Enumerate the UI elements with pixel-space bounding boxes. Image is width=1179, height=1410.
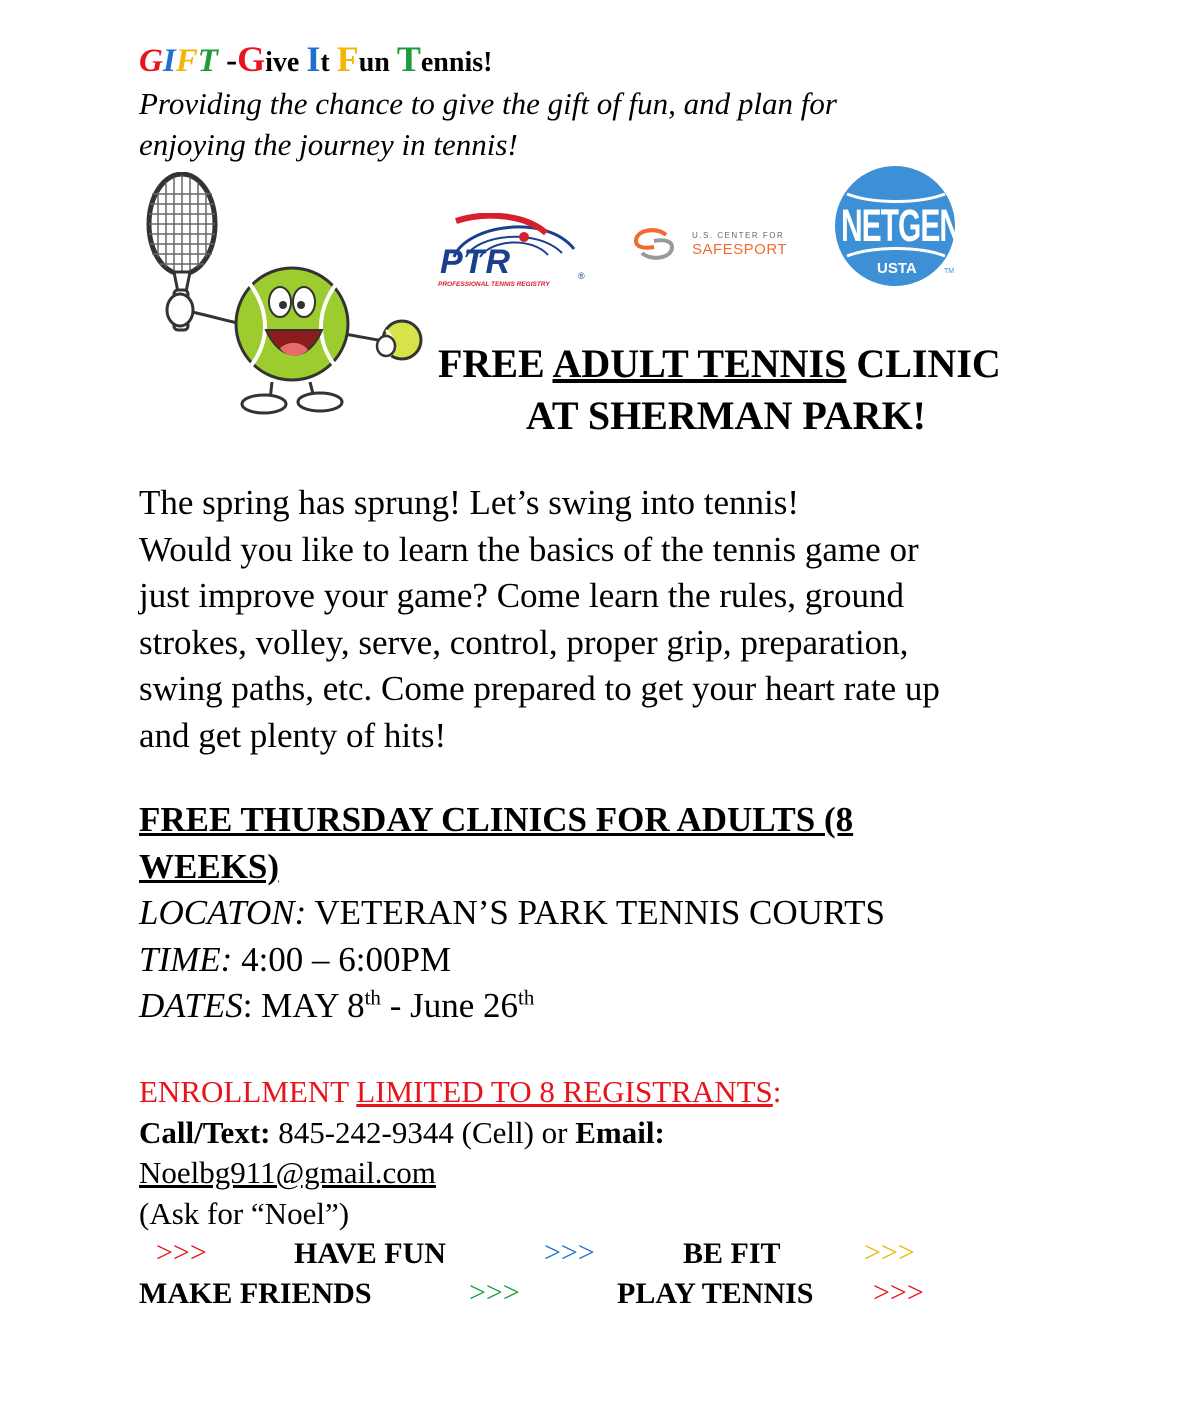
title-rest-give: ive <box>265 47 307 78</box>
enrollment-row <box>139 1072 781 1113</box>
page-title <box>139 38 492 80</box>
arrows-green: >>> <box>469 1276 520 1309</box>
dates-end-suffix: th <box>518 985 535 1010</box>
ptr-subtitle: PROFESSIONAL TENNIS REGISTRY <box>438 281 550 288</box>
arrows-red-2: >>> <box>873 1276 924 1309</box>
call-label: Call/Text: <box>139 1114 271 1150</box>
clinic-heading-line-1: FREE THURSDAY CLINICS FOR ADULTS (8 <box>139 800 854 839</box>
slogan-play-tennis: PLAY TENNIS <box>617 1277 814 1310</box>
location-row <box>139 890 885 937</box>
arrows-yellow: >>> <box>864 1236 915 1269</box>
call-value: 845-242-9344 (Cell) or <box>270 1114 576 1150</box>
location-label: LOCATON: <box>139 893 307 932</box>
ask-for-noel: (Ask for “Noel”) <box>139 1195 350 1231</box>
arrows-blue: >>> <box>544 1236 595 1269</box>
location-value: VETERAN’S PARK TENNIS COURTS <box>306 893 886 932</box>
title-dash: - <box>217 43 238 79</box>
clinic-heading-line-2: WEEKS) <box>139 846 280 886</box>
email-label: Email: <box>575 1114 665 1150</box>
title-rest-it: t <box>320 47 337 78</box>
tennis-ball-mascot-illustration <box>140 172 430 420</box>
time-row <box>139 937 885 984</box>
intro-line: strokes, volley, serve, control, proper grip, preparation, <box>139 622 909 662</box>
slogan-have-fun: HAVE FUN <box>294 1237 446 1270</box>
intro-line: Would you like to learn the basics of the tennis game or <box>139 529 919 569</box>
title-rest-fun: un <box>358 47 397 78</box>
contact-row <box>139 1113 781 1154</box>
slogan-make-friends: MAKE FRIENDS <box>139 1277 372 1310</box>
headline-free: FREE <box>438 341 553 386</box>
racket-icon <box>149 174 215 330</box>
title-cap-i: I <box>306 39 321 79</box>
arrows-red-1: >>> <box>156 1236 207 1269</box>
title-letter-g: G <box>139 43 163 79</box>
ptr-text: PTR <box>440 243 511 281</box>
email-link[interactable]: Noelbg911@gmail.com <box>139 1155 436 1190</box>
time-label: TIME: <box>139 939 233 979</box>
enrollment-section <box>139 1072 781 1234</box>
dates-end: - June 26 <box>380 986 518 1025</box>
headline-clinic: CLINIC <box>846 341 1001 386</box>
dates-row <box>139 983 885 1030</box>
intro-line: The spring has sprung! Let’s swing into tennis! <box>139 483 800 522</box>
dates-label: DATES <box>139 986 243 1025</box>
enrollment-limited: LIMITED TO 8 REGISTRANTS <box>356 1074 773 1109</box>
small-ball-icon <box>377 321 421 359</box>
title-cap-t: T <box>396 39 421 79</box>
title-rest-tennis: ennis! <box>420 47 493 78</box>
safesport-logo <box>630 225 800 265</box>
dates-start-suffix: th <box>364 985 381 1010</box>
intro-line: just improve your game? Come learn the rules, ground <box>139 576 904 615</box>
slogan-be-fit: BE FIT <box>683 1237 781 1270</box>
netgen-logo <box>833 164 959 290</box>
enrollment-label: ENROLLMENT <box>139 1074 357 1109</box>
safesport-small-text: U.S. CENTER FOR <box>692 231 785 240</box>
headline-adult-tennis: ADULT TENNIS <box>552 341 847 386</box>
ptr-registered: ® <box>578 271 585 281</box>
subtitle-line-1: Providing the chance to give the gift of fun, and plan for <box>139 86 837 121</box>
enrollment-colon: : <box>772 1074 782 1109</box>
dates-start: : MAY 8 <box>242 986 365 1025</box>
intro-paragraph <box>139 480 940 759</box>
intro-line: swing paths, etc. Come prepared to get your heart rate up <box>139 669 940 708</box>
intro-line: and get plenty of hits! <box>139 715 447 755</box>
subtitle-line-2: enjoying the journey in tennis! <box>139 127 518 162</box>
netgen-small-text: USTA <box>877 260 917 277</box>
title-cap-f: F <box>336 39 359 79</box>
title-cap-g: G <box>237 39 266 79</box>
ptr-logo <box>436 213 590 291</box>
title-letter-f: F <box>175 43 198 79</box>
netgen-trademark: TM <box>944 268 955 275</box>
title-letter-i: I <box>162 43 176 79</box>
title-letter-t: T <box>197 43 218 79</box>
headline-line-1 <box>438 340 1001 387</box>
netgen-big-text: NETGEN <box>841 202 961 252</box>
headline-line-2: AT SHERMAN PARK! <box>526 393 926 438</box>
clinic-details <box>139 797 885 1030</box>
time-value: 4:00 – 6:00PM <box>232 939 452 979</box>
safesport-swirl-icon <box>630 227 678 261</box>
safesport-big-text: SAFESPORT <box>692 241 788 258</box>
